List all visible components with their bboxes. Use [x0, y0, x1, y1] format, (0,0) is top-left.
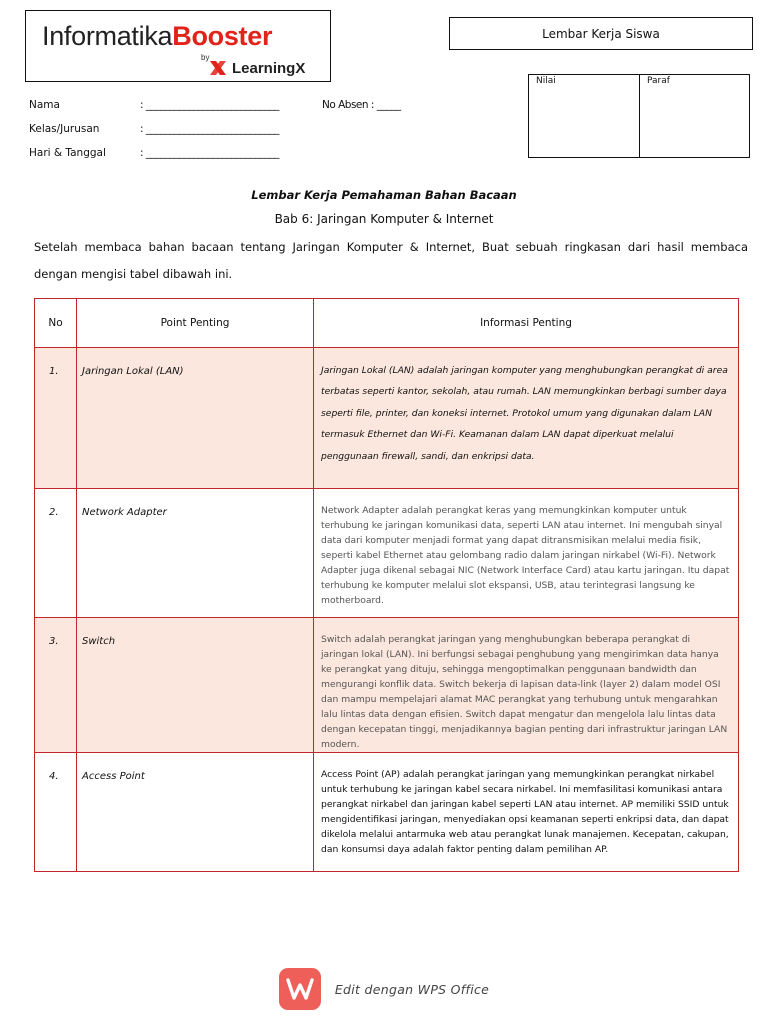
nilai-label: Nilai [536, 76, 556, 86]
header-no: No [35, 299, 77, 348]
table-row [35, 348, 739, 489]
grade-box [528, 74, 750, 158]
row-number: 3. [35, 618, 77, 753]
intro-paragraph: Setelah membaca bahan bacaan tentang Jaringan Komputer & Internet, Buat sebuah ringkasan dari hasil membaca dengan mengisi tabel dibawah ini. [34, 240, 748, 281]
row-number: 2. [35, 489, 77, 618]
row-number: 4. [35, 753, 77, 872]
logo-box [25, 10, 331, 82]
learningx-text: LearningX [232, 59, 306, 77]
worksheet-title: Lembar Kerja Pemahaman Bahan Bacaan [251, 188, 517, 202]
kelas-field[interactable]: : ____________________________ [140, 123, 279, 135]
hari-label: Hari & Tanggal [29, 147, 106, 159]
table-header-row [35, 299, 739, 348]
learningx-logo [208, 59, 305, 77]
grade-divider [639, 75, 640, 157]
brand-logo [42, 21, 272, 52]
nama-label: Nama [29, 99, 60, 111]
paraf-label: Paraf [647, 76, 670, 86]
row-info[interactable]: Switch adalah perangkat jaringan yang menghubungkan beberapa perangkat di jaringan lokal (LAN). Ini berfungsi sebagai penghubung yang mengirimkan data hanya ke perangkat yang dituju, sehingga mengoptimalkan penggunaan bandwidth dan mengurangi konflik data. Switch bekerja di lapisan data-link (layer 2) dalam model OSI dan mampu mempelajari alamat MAC perangkat yang terhubung untuk mengarahkan lalu lintas data dengan efisien. Switch dapat mengatur dan mengelola lalu lintas data dengan kecepatan tinggi, menjadikannya bagian penting dari infrastruktur jaringan LAN modern. [314, 618, 739, 753]
logo-by-text: by [201, 53, 210, 62]
table-row [35, 618, 739, 753]
worksheet-label: Lembar Kerja Siswa [449, 17, 753, 50]
wps-footer[interactable] [0, 968, 768, 1010]
table-row [35, 489, 739, 618]
kelas-label: Kelas/Jurusan [29, 123, 100, 135]
header-point: Point Penting [77, 299, 314, 348]
row-point: Access Point [77, 753, 314, 872]
table-row [35, 753, 739, 872]
logo-text-bold: Booster [172, 21, 273, 51]
row-point: Switch [77, 618, 314, 753]
row-number: 1. [35, 348, 77, 489]
row-point: Network Adapter [77, 489, 314, 618]
no-absen-field[interactable]: No Absen : _____ [322, 99, 401, 111]
header-info: Informasi Penting [314, 299, 739, 348]
summary-table [34, 298, 739, 872]
row-info[interactable]: Jaringan Lokal (LAN) adalah jaringan komputer yang menghubungkan perangkat di area terbatas seperti kantor, sekolah, atau rumah. LAN memungkinkan berbagi sumber daya seperti file, printer, dan koneksi internet. Protokol umum yang digunakan dalam LAN termasuk Ethernet dan Wi-Fi. Keamanan dalam LAN dapat diperkuat melalui penggunaan firewall, sandi, dan enkripsi data. [314, 348, 739, 489]
logo-text-light: Informatika [42, 21, 173, 51]
wps-edit-link[interactable]: Edit dengan WPS Office [334, 981, 490, 997]
learningx-x-icon [208, 60, 228, 76]
chapter-title: Bab 6: Jaringan Komputer & Internet [274, 212, 494, 226]
row-info[interactable]: Access Point (AP) adalah perangkat jaringan yang memungkinkan perangkat nirkabel untuk terhubung ke jaringan kabel secara nirkabel. Ini memfasilitasi komunikasi antara perangkat nirkabel dan jaringan kabel seperti LAN atau internet. AP memiliki SSID untuk mengidentifikasi jaringan, menyediakan opsi keamanan seperti enkripsi data, dan dapat dikelola melalui antarmuka web atau perangkat lunak manajemen. Kecepatan, cakupan, dan konsumsi daya adalah faktor penting dalam pemilihan AP. [314, 753, 739, 872]
row-info[interactable]: Network Adapter adalah perangkat keras yang memungkinkan komputer untuk terhubung ke jaringan komunikasi data, seperti LAN atau internet. Ini mengubah sinyal data dari komputer menjadi format yang dapat ditransmisikan melalui media fisik, seperti kabel Ethernet atau gelombang radio dalam jaringan nirkabel (Wi-Fi). Network Adapter juga dikenal sebagai NIC (Network Interface Card) atau kartu jaringan. Itu dapat terhubung ke komputer melalui slot ekspansi, USB, atau terintegrasi langsung ke motherboard. [314, 489, 739, 618]
wps-office-icon[interactable] [279, 968, 321, 1010]
nama-field[interactable]: : ____________________________ [140, 99, 279, 111]
row-point: Jaringan Lokal (LAN) [77, 348, 314, 489]
hari-field[interactable]: : ____________________________ [140, 147, 279, 159]
